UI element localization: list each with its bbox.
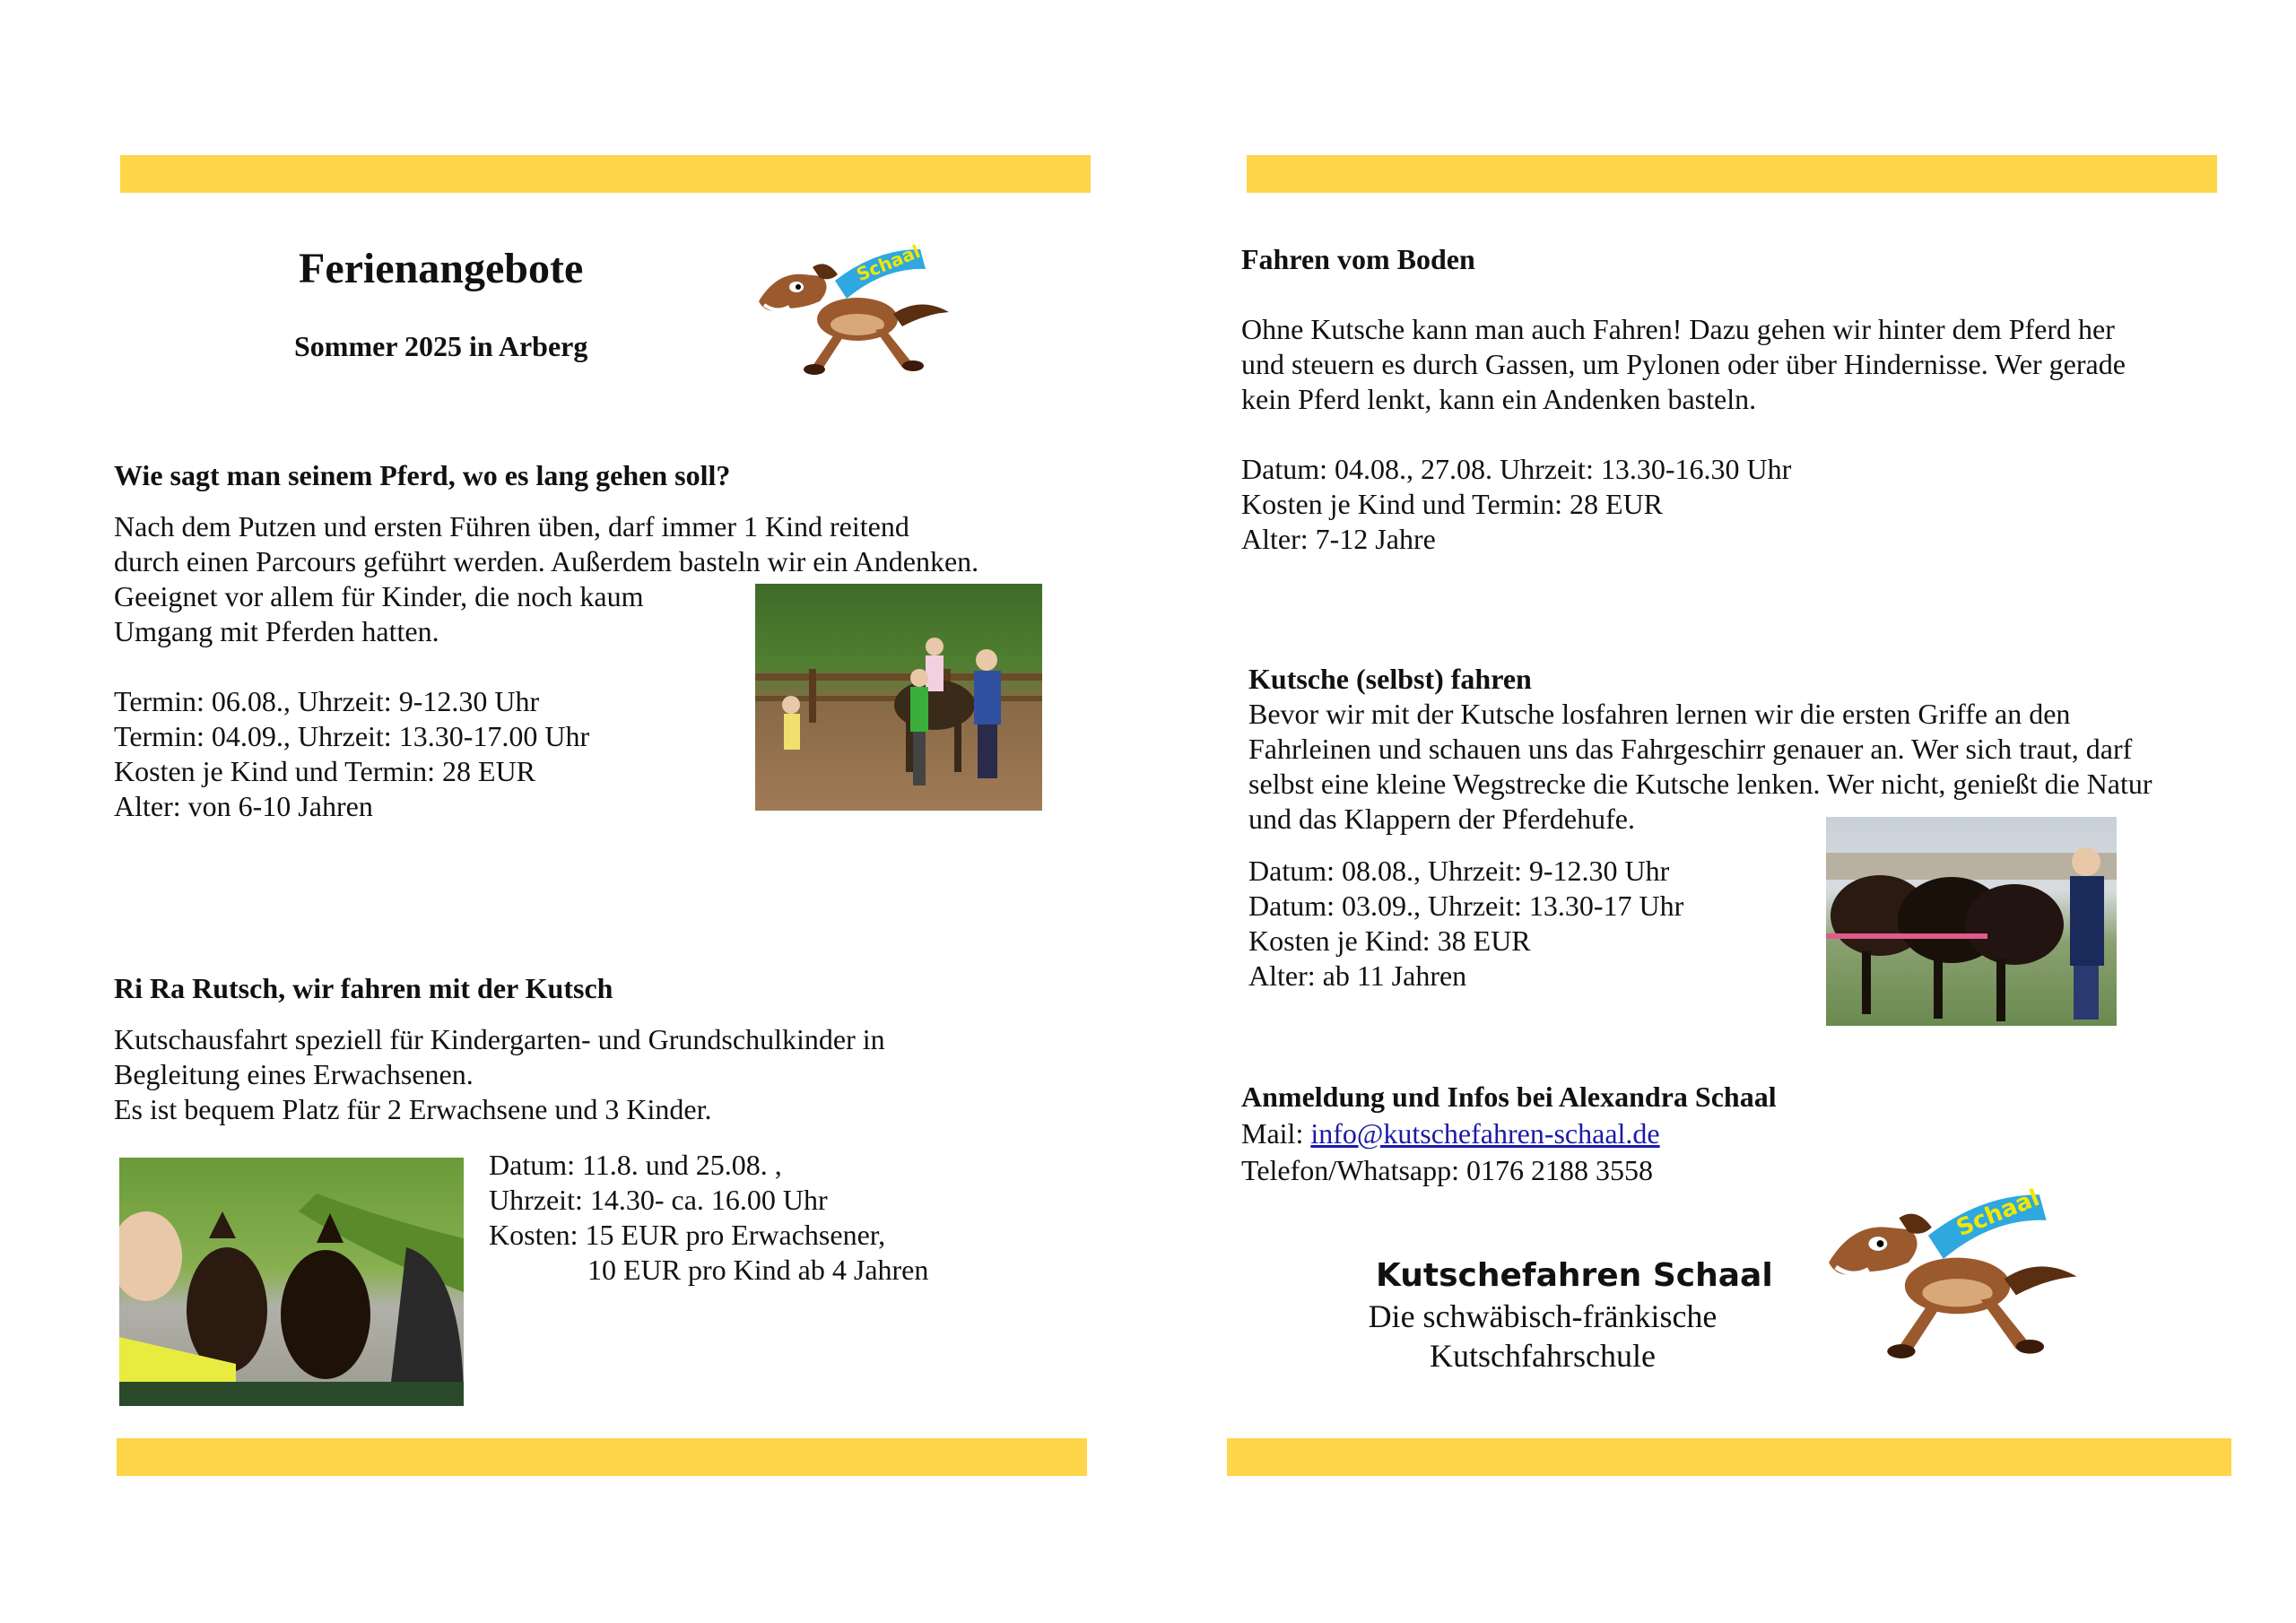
section-text-line: Ohne Kutsche kann man auch Fahren! Dazu gehen wir hinter dem Pferd her	[1241, 313, 2115, 345]
section-heading: Fahren vom Boden	[1241, 243, 1475, 275]
detail-line: Kosten: 15 EUR pro Erwachsener,	[489, 1219, 886, 1251]
detail-line: Kosten je Kind: 38 EUR	[1248, 924, 1531, 957]
detail-line: Datum: 08.08., Uhrzeit: 9-12.30 Uhr	[1248, 855, 1670, 887]
schaal-logo-top	[750, 231, 956, 384]
detail-line: Alter: ab 11 Jahren	[1248, 959, 1467, 992]
horse-logo-icon	[759, 240, 949, 375]
brand-name: Kutschefahren Schaal	[1376, 1257, 1773, 1294]
detail-line: Kosten je Kind und Termin: 28 EUR	[1241, 488, 1664, 520]
section-text-line: Umgang mit Pferden hatten.	[114, 615, 439, 647]
section-heading: Kutsche (selbst) fahren	[1248, 663, 1532, 695]
page-subtitle: Sommer 2025 in Arberg	[294, 330, 588, 362]
section-text-line: und das Klappern der Pferdehufe.	[1248, 803, 1635, 835]
right-top-bar	[1247, 155, 2217, 193]
harness-horses-photo	[1826, 817, 2117, 1026]
detail-line: 10 EUR pro Kind ab 4 Jahren	[587, 1254, 929, 1286]
section-text-line: Kutschausfahrt speziell für Kindergarten- und Grundschulkinder in	[114, 1023, 885, 1055]
section-text-line: Geeignet vor allem für Kinder, die noch kaum	[114, 580, 644, 612]
page-title: Ferienangebote	[299, 245, 584, 292]
contact-mail	[1241, 1116, 1660, 1151]
horse-logo-icon	[1829, 1185, 2077, 1358]
brand-tagline-line: Kutschfahrschule	[1430, 1338, 1656, 1374]
mail-link[interactable]: info@kutschefahren-schaal.de	[1310, 1117, 1660, 1150]
detail-line: Kosten je Kind und Termin: 28 EUR	[114, 755, 536, 787]
section-text-line: Es ist bequem Platz für 2 Erwachsene und 3 Kinder.	[114, 1093, 712, 1125]
detail-line: Alter: von 6-10 Jahren	[114, 790, 373, 822]
detail-line: Uhrzeit: 14.30- ca. 16.00 Uhr	[489, 1184, 828, 1216]
section-text-line: Bevor wir mit der Kutsche losfahren lernen wir die ersten Griffe an den	[1248, 698, 2071, 730]
brand-tagline	[1327, 1297, 1758, 1376]
left-top-bar	[120, 155, 1091, 193]
section-text-line: durch einen Parcours geführt werden. Außerdem basteln wir ein Andenken.	[114, 545, 979, 577]
svg-text:Schaal: Schaal	[1952, 1185, 2044, 1243]
section-text-line: kein Pferd lenkt, kann ein Andenken basteln.	[1241, 383, 1757, 415]
carriage-ride-photo	[119, 1158, 464, 1406]
riding-photo	[755, 584, 1042, 811]
right-bottom-bar	[1227, 1438, 2231, 1476]
schaal-logo-bottom	[1817, 1171, 2086, 1370]
section-text-line: Nach dem Putzen und ersten Führen üben, darf immer 1 Kind reitend	[114, 510, 909, 542]
section-text-line: selbst eine kleine Wegstrecke die Kutsche lenken. Wer nicht, genießt die Natur	[1248, 768, 2152, 800]
section-text-line: Fahrleinen und schauen uns das Fahrgeschirr genauer an. Wer sich traut, darf	[1248, 733, 2133, 765]
svg-text:Schaal: Schaal	[853, 240, 924, 286]
detail-line: Termin: 04.09., Uhrzeit: 13.30-17.00 Uhr	[114, 720, 590, 752]
section-heading: Ri Ra Rutsch, wir fahren mit der Kutsch	[114, 972, 613, 1004]
brand-tagline-line: Die schwäbisch-fränkische	[1368, 1298, 1718, 1334]
detail-line: Datum: 04.08., 27.08. Uhrzeit: 13.30-16.30 Uhr	[1241, 453, 1792, 485]
detail-line: Datum: 03.09., Uhrzeit: 13.30-17 Uhr	[1248, 890, 1684, 922]
mail-label: Mail:	[1241, 1117, 1311, 1150]
section-heading: Wie sagt man seinem Pferd, wo es lang gehen soll?	[114, 459, 731, 491]
section-text-line: und steuern es durch Gassen, um Pylonen oder über Hindernisse. Wer gerade	[1241, 348, 2126, 380]
contact-phone: Telefon/Whatsapp: 0176 2188 3558	[1241, 1154, 1653, 1186]
section-text-line: Begleitung eines Erwachsenen.	[114, 1058, 474, 1090]
left-bottom-bar	[117, 1438, 1087, 1476]
contact-heading: Anmeldung und Infos bei Alexandra Schaal	[1241, 1081, 1777, 1113]
detail-line: Datum: 11.8. und 25.08. ,	[489, 1149, 782, 1181]
detail-line: Alter: 7-12 Jahre	[1241, 523, 1436, 555]
detail-line: Termin: 06.08., Uhrzeit: 9-12.30 Uhr	[114, 685, 540, 717]
